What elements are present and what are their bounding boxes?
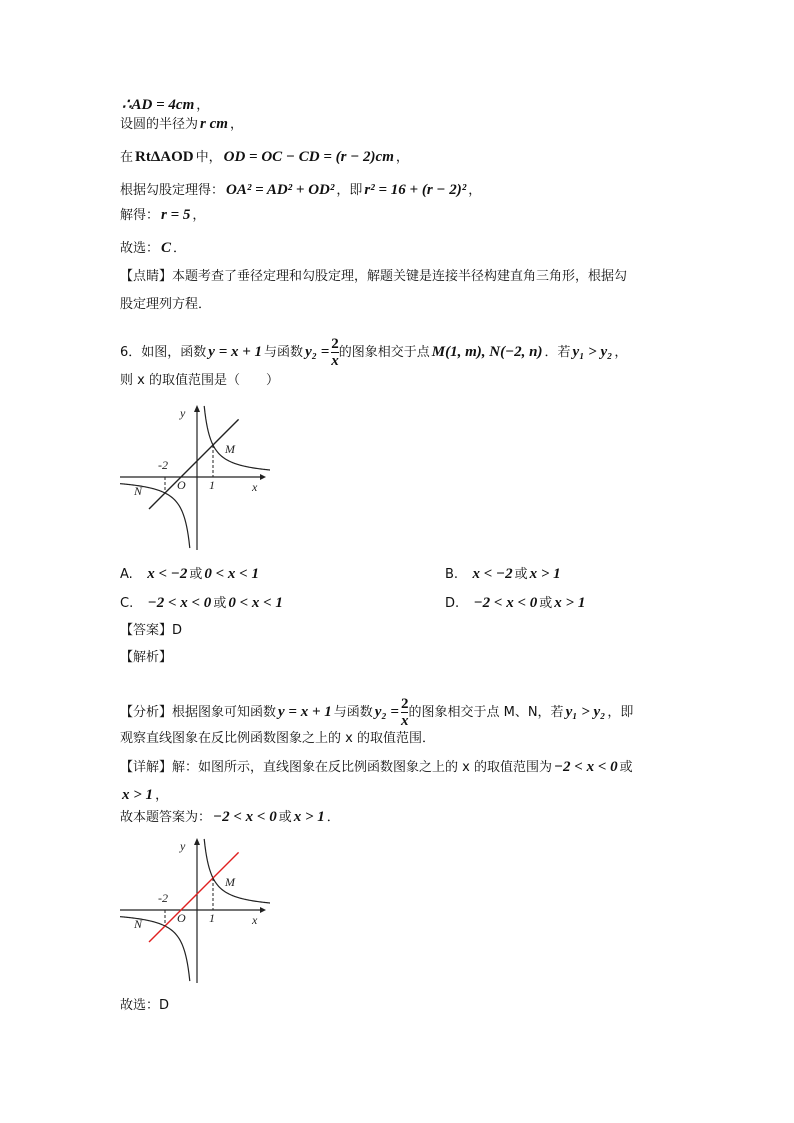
graph-label-N: N bbox=[134, 917, 143, 931]
question-graph bbox=[120, 405, 270, 550]
comment-line-1: 【点睛】本题考查了垂径定理和勾股定理，解题关键是连接半径构建直角三角形，根据勾 bbox=[120, 269, 628, 284]
y-axis-arrow-icon bbox=[194, 838, 200, 845]
line-radius: 设圆的半径为 r cm ， bbox=[120, 116, 243, 132]
hyperbola-branch-q1 bbox=[204, 839, 270, 904]
analysis-line-2: 观察直线图象在反比例函数图象之上的 x 的取值范围． bbox=[120, 731, 435, 746]
detail-line-2: x > 1 ， bbox=[122, 787, 169, 803]
comment-line-2: 股定理列方程． bbox=[120, 297, 212, 312]
line-solve: 解得： r = 5 ， bbox=[120, 207, 206, 223]
option-c[interactable]: C. −2 < x < 0 或 0 < x < 1 bbox=[120, 595, 283, 611]
fraction: $\frac{2}{x}$ bbox=[331, 336, 339, 369]
analysis-heading: 【解析】 bbox=[120, 650, 173, 665]
detail-line-3: 故本题答案为： −2 < x < 0 或 x > 1 ． bbox=[120, 809, 340, 825]
line-od: 在 RtΔAOD 中， OD = OC − CD = (r − 2)cm ， bbox=[120, 149, 409, 165]
fraction: $\frac{2}{x}$ bbox=[400, 696, 409, 729]
option-d[interactable]: D. −2 < x < 0 或 x > 1 bbox=[445, 595, 586, 611]
analysis-line-1: 【分析】根据图象可知函数 y = x + 1 与函数 y₂ = $\frac{2}{x}$ 的图象相交于点 M、N，若 y₁ > y₂ ，即 bbox=[120, 696, 634, 729]
question-6: 6．如图，函数 y = x + 1 与函数 y₂ = $\frac{2}{x}$ 的图象相交于点 M(1, m), N(−2, n) ．若 y₁ > y₂ ， bbox=[120, 336, 628, 369]
graph-label-M: M bbox=[225, 875, 235, 889]
solution-graph bbox=[120, 838, 270, 983]
y-axis-arrow-icon bbox=[194, 405, 200, 412]
option-a[interactable]: A. x < −2 或 0 < x < 1 bbox=[120, 566, 259, 582]
question-6-line-2: 则 x 的取值范围是（ ） bbox=[120, 373, 279, 388]
hyperbola-branch-q3 bbox=[120, 483, 190, 548]
graph-label-O: O bbox=[177, 478, 186, 492]
graph-label-one: 1 bbox=[209, 911, 215, 925]
line-ad: ∴AD = 4cm ， bbox=[122, 97, 210, 113]
line-pythagoras: 根据勾股定理得： OA² = AD² + OD² ，即 r² = 16 + (r − 2)² ， bbox=[120, 182, 482, 198]
graph-label-neg2: -2 bbox=[158, 458, 168, 472]
x-axis-arrow-icon bbox=[260, 907, 266, 913]
detail-line-1: 【详解】解：如图所示，直线图象在反比例函数图象之上的 x 的取值范围为 −2 < x < 0 或 bbox=[120, 759, 633, 775]
graph-label-one: 1 bbox=[209, 478, 215, 492]
x-axis-arrow-icon bbox=[260, 474, 266, 480]
graph-label-y: y bbox=[180, 839, 186, 853]
hyperbola-branch-q1 bbox=[204, 406, 270, 471]
graph-label-M: M bbox=[225, 442, 235, 456]
graph-label-N: N bbox=[134, 484, 143, 498]
graph-label-neg2: -2 bbox=[158, 891, 168, 905]
answer: 【答案】D bbox=[120, 623, 183, 638]
graph-label-O: O bbox=[177, 911, 186, 925]
line-choose-c: 故选： C ． bbox=[120, 240, 187, 256]
graph-label-x: x bbox=[252, 480, 258, 494]
final-answer: 故选：D bbox=[120, 998, 170, 1013]
graph-label-y: y bbox=[180, 406, 186, 420]
option-b[interactable]: B. x < −2 或 x > 1 bbox=[445, 566, 561, 582]
hyperbola-branch-q3 bbox=[120, 916, 190, 981]
graph-label-x: x bbox=[252, 913, 258, 927]
